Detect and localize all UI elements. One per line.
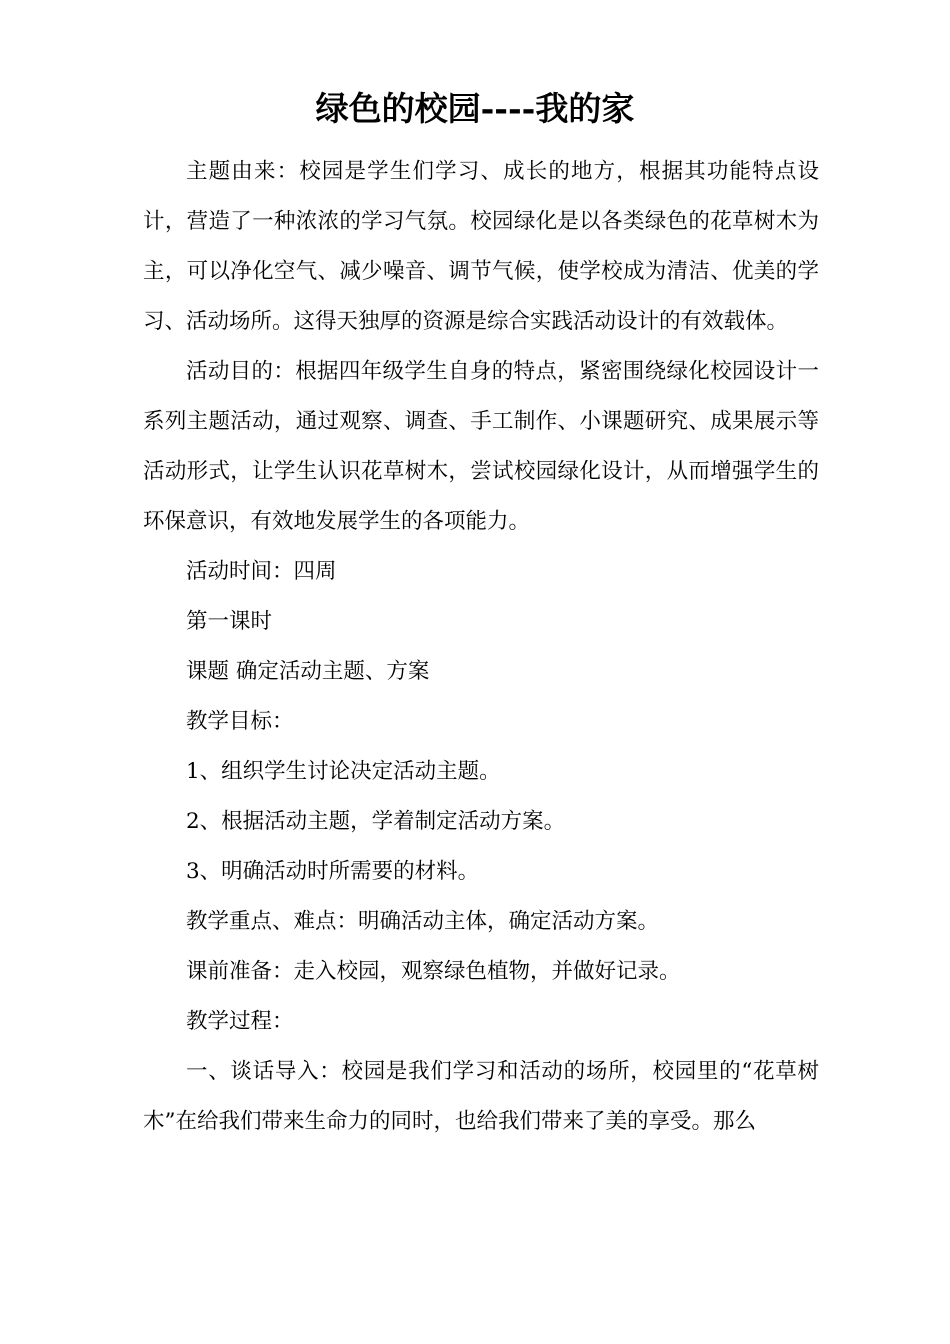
paragraph-teaching-goals: 教学目标： <box>186 709 294 734</box>
paragraph-topic: 课题 确定活动主题、方案 <box>186 659 430 684</box>
paragraph-goal-1: 1、组织学生讨论决定活动主题。 <box>186 759 501 784</box>
document-body <box>143 147 819 1147</box>
document-title: 绿色的校园----我的家 <box>315 89 635 128</box>
paragraph-activity-time: 活动时间：四周 <box>186 559 337 584</box>
paragraph-preparation: 课前准备：走入校园，观察绿色植物，并做好记录。 <box>186 959 681 984</box>
paragraph-goal-2: 2、根据活动主题，学着制定活动方案。 <box>186 809 566 834</box>
paragraph-activity-purpose: 活动目的：根据四年级学生自身的特点，紧密围绕绿化校园设计一系列主题活动，通过观察、调查、手工制作、小课题研究、成果展示等活动形式，让学生认识花草树木，尝试校园绿化设计，从而增强学生的环保意识，有效地发展学生的各项能力。 <box>143 359 819 534</box>
paragraph-goal-3: 3、明确活动时所需要的材料。 <box>186 859 480 884</box>
paragraph-introduction: 一、谈话导入：校园是我们学习和活动的场所，校园里的“花草树木”在给我们带来生命力的同时，也给我们带来了美的享受。那么 <box>143 1059 819 1134</box>
paragraph-teaching-process: 教学过程： <box>186 1009 294 1034</box>
paragraph-lesson-one: 第一课时 <box>186 609 273 634</box>
paragraph-key-points: 教学重点、难点：明确活动主体，确定活动方案。 <box>186 909 660 934</box>
paragraph-theme-origin: 主题由来：校园是学生们学习、成长的地方，根据其功能特点设计，营造了一种浓浓的学习气氛。校园绿化是以各类绿色的花草树木为主，可以净化空气、减少噪音、调节气候，使学校成为清洁、优美的学习、活动场所。这得天独厚的资源是综合实践活动设计的有效载体。 <box>143 159 819 334</box>
